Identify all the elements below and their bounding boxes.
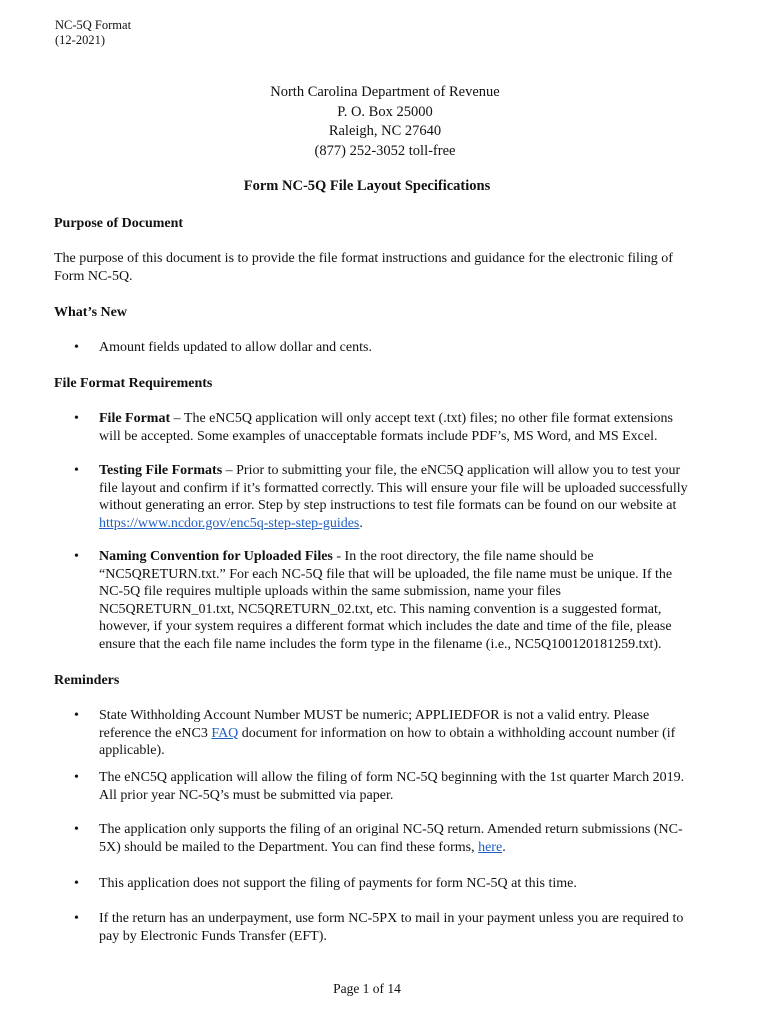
page-number: Page 1 of 14: [333, 981, 401, 996]
bullet-icon: •: [74, 708, 79, 723]
agency-address: [0, 83, 770, 161]
naming-text: [99, 548, 689, 653]
purpose-heading: Purpose of Document: [54, 216, 184, 231]
city-state-zip: Raleigh, NC 27640: [328, 123, 442, 139]
bullet-icon: •: [74, 411, 79, 426]
agency-name: North Carolina Department of Revenue: [270, 84, 500, 100]
reminder-2-text: The eNC5Q application will allow the filing of form NC-5Q beginning with the 1st quarter March 2019. All prior year NC-5Q’s must be submitted via paper.: [99, 770, 685, 803]
testing-body: – Prior to submitting your file, the eNC5Q application will allow you to test your file layout and confirm if it’s formatted correctly. This will ensure your file will be uploaded successfully without generating an error. Step by step instructions to test file formats can be found on our website at: [99, 463, 688, 513]
bullet-icon: •: [74, 876, 79, 891]
testing-label: Testing File Formats: [99, 463, 223, 478]
reminder-3-before: The application only supports the filing of an original NC-5Q return. Amended return submissions (NC-5X) should be mailed to the Department. You can find these forms,: [99, 822, 683, 855]
whats-new-heading: What’s New: [54, 305, 127, 320]
whats-new-item: Amount fields updated to allow dollar and cents.: [99, 340, 372, 355]
testing-text: [99, 462, 689, 532]
form-revision-date: (12-2021): [55, 33, 105, 47]
file-format-label: File Format: [99, 411, 171, 426]
step-guides-link[interactable]: https://www.ncdor.gov/enc5q-step-step-guides: [99, 515, 360, 531]
purpose-text: The purpose of this document is to provide the file format instructions and guidance for the electronic filing of Form NC-5Q.: [54, 251, 673, 284]
form-version-header: [55, 18, 131, 48]
document-title: Form NC-5Q File Layout Specifications: [243, 178, 491, 194]
bullet-icon: •: [74, 340, 79, 355]
phone-number: (877) 252-3052 toll-free: [314, 142, 456, 159]
testing-period: .: [359, 515, 363, 531]
reminders-heading: Reminders: [54, 673, 120, 688]
faq-link[interactable]: FAQ: [211, 725, 239, 741]
bullet-icon: •: [74, 822, 79, 837]
reminder-1-text: [99, 707, 689, 760]
form-name: NC-5Q Format: [55, 18, 132, 32]
reminder-3-after: .: [502, 839, 506, 855]
naming-body: - In the root directory, the file name should be “NC5QRETURN.txt.” For each NC-5Q file that will be uploaded, the file name must be unique. If the NC-5Q file requires multiple uploads within the same submission, name your files NC5QRETURN_01.txt, NC5QRETURN_02.txt, etc. This naming convention is a suggested format, however, if your system requires a different format which includes the date and time of the file, please ensure that the each file name includes the form type in the filename (i.e., NC5Q100120181259.txt).: [99, 549, 673, 652]
reminder-4-text: This application does not support the filing of payments for form NC-5Q at this time.: [99, 876, 577, 891]
reminder-5-text: If the return has an underpayment, use form NC-5PX to mail in your payment unless you are required to pay by Electronic Funds Transfer (EFT).: [99, 911, 684, 944]
file-format-body: – The eNC5Q application will only accept text (.txt) files; no other file format extensions will be accepted. Some examples of unacceptable formats include PDF’s, MS Word, and MS Excel.: [99, 411, 673, 444]
bullet-icon: •: [74, 911, 79, 926]
bullet-icon: •: [74, 770, 79, 785]
bullet-icon: •: [74, 549, 79, 564]
requirements-heading: File Format Requirements: [54, 376, 213, 391]
bullet-icon: •: [74, 463, 79, 478]
reminder-3-text: [99, 821, 689, 856]
reminder-1-before: State Withholding Account Number MUST be numeric; APPLIEDFOR is not a valid entry. Please reference the eNC3: [99, 708, 650, 741]
reminder-1-after: document for information on how to obtain a withholding account number (if applicable).: [99, 725, 676, 758]
file-format-text: [99, 410, 689, 445]
naming-label: Naming Convention for Uploaded Files: [99, 549, 333, 564]
po-box: P. O. Box 25000: [337, 103, 433, 120]
forms-here-link[interactable]: here: [478, 839, 503, 855]
